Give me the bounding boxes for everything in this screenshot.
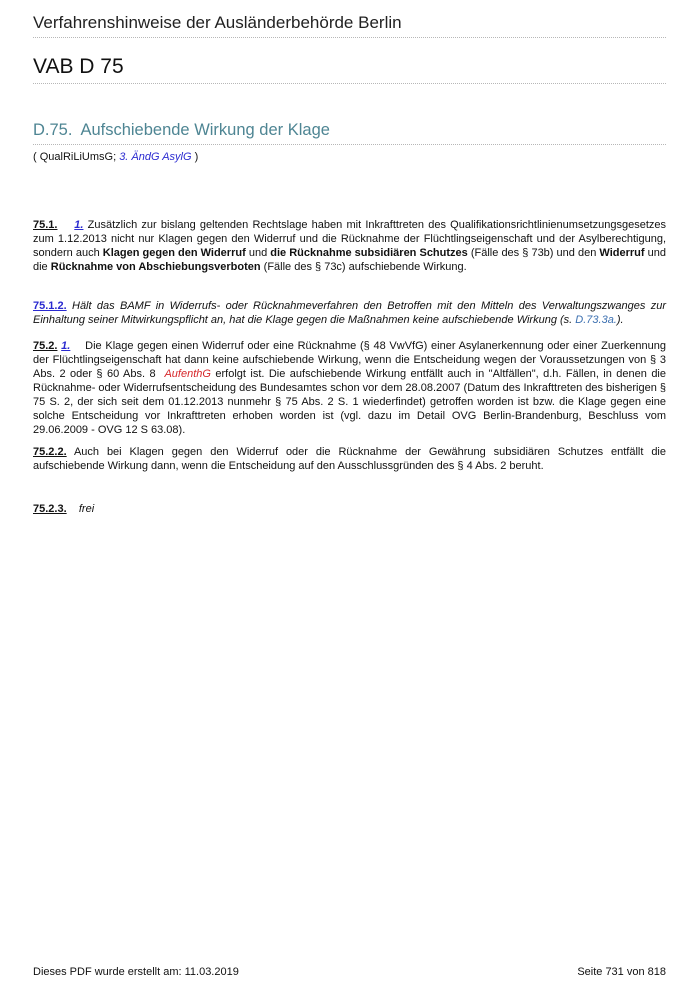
sources-suffix: ) xyxy=(194,151,199,163)
paragraph-text: Hält das BAMF in Widerrufs- oder Rücknahmeverfahren den Betroffen mit den Mitteln des Verwaltungszwanges zur Einhaltung seiner Mitwirkungspflicht an, hat die Klage gegen die Maßnahmen keine aufschiebende Wirkung (s. xyxy=(33,300,666,326)
paragraph-bold: Rücknahme von Abschiebungsverboten xyxy=(50,261,261,273)
footer-page-number: Seite 731 von 818 xyxy=(577,966,666,978)
paragraph-bold: Widerruf xyxy=(599,247,645,259)
paragraph-text: und xyxy=(248,247,268,259)
sources-prefix: ( QualRiLiUmsG; xyxy=(33,151,117,163)
header-divider xyxy=(33,37,666,38)
paragraph-number: 75.1. xyxy=(33,219,58,231)
paragraph-ref-link[interactable]: 1. xyxy=(61,340,71,352)
header-title: Verfahrenshinweise der Ausländerbehörde Berlin xyxy=(33,13,402,32)
paragraph-ref-link[interactable]: 1. xyxy=(74,219,84,231)
paragraph-bold: die Rücknahme subsidiären Schutzes xyxy=(270,247,468,259)
section-sources xyxy=(33,151,198,163)
paragraph-text: Auch bei Klagen gegen den Widerruf oder die Rücknahme der Gewährung subsidiären Schutzes entfällt die aufschiebende Wirkung dann, wenn die Entscheidung auf den Ausschlussgründen des § 4 Abs. 2 beruht. xyxy=(33,446,666,472)
section-title-text: Aufschiebende Wirkung der Klage xyxy=(80,121,330,139)
paragraph-text: Die Klage gegen einen Widerruf oder eine Rücknahme (§ 48 VwVfG) einer Asylanerkennung oder einer Zuerkennung der Flüchtlingseigenschaft hat dann keine aufschiebende Wirkung, wenn die Entscheidung wegen der Voraussetzungen von § 3 Abs. 2 oder § 60 Abs. 8 xyxy=(33,340,666,380)
paragraph-number: 75.2. xyxy=(33,340,58,352)
document-code: VAB D 75 xyxy=(33,55,124,78)
paragraph-text: erfolgt ist. Die aufschiebende Wirkung entfällt auch in "Altfällen", d.h. Fällen, in denen die Rücknahme- oder Widerrufsentscheidung des Bundesamtes schon vor dem 28.08.2007 (Datum des Inkrafttreten des bisherigen § 75 S. 2, der sich seit dem 01.12.2013 nunmehr § 75 Abs. 2 S. 1 wiederfindet) getroffen worden ist bzw. die Klage gegen eine solche Entscheidung vor Inkrafttreten erhoben worden ist (vgl. dazu im Detail OVG Berlin-Brandenburg, Beschluss vom 29.06.2009 - OVG 12 S 63.08). xyxy=(33,368,666,436)
paragraph-number: 75.2.3. xyxy=(33,503,67,515)
paragraph-75-2 xyxy=(33,339,666,437)
section-number: D.75. xyxy=(33,121,73,139)
paragraph-text: (Fälle des § 73c) aufschiebende Wirkung. xyxy=(263,261,467,273)
paragraph-text: frei xyxy=(78,503,95,515)
document-page xyxy=(33,0,666,990)
footer-created: Dieses PDF wurde erstellt am: 11.03.2019 xyxy=(33,966,239,978)
section-divider xyxy=(33,144,666,145)
paragraph-number: 75.2.2. xyxy=(33,446,67,458)
paragraph-text: Zusätzlich zur bislang geltenden Rechtslage haben mit Inkrafttreten des Qualifikationsrichtlinienumsetzungsgesetzes zum 1.12.2013 nicht nur Klagen gegen den Widerruf und die Rücknahme der Flüchtlingseigenschaft und der Asylberechtigung, sondern auch xyxy=(33,219,666,259)
code-divider xyxy=(33,83,666,84)
sources-link[interactable]: 3. ÄndG AsylG xyxy=(119,151,192,163)
reference-link[interactable]: D.73.3a. xyxy=(575,314,617,326)
paragraph-75-1 xyxy=(33,218,666,274)
paragraph-text-end: ). xyxy=(616,314,624,326)
paragraph-text: (Fälle des § 73b) und den xyxy=(470,247,597,259)
law-link[interactable]: AufenthG xyxy=(164,368,211,380)
paragraph-bold: Klagen gegen den Widerruf xyxy=(102,247,246,259)
paragraph-number-link[interactable]: 75.1.2. xyxy=(33,300,67,312)
paragraph-75-2-3 xyxy=(33,502,666,516)
paragraph-75-2-2 xyxy=(33,445,666,473)
section-title xyxy=(33,121,330,140)
paragraph-text: und die xyxy=(33,247,666,273)
paragraph-75-1-2 xyxy=(33,299,666,327)
